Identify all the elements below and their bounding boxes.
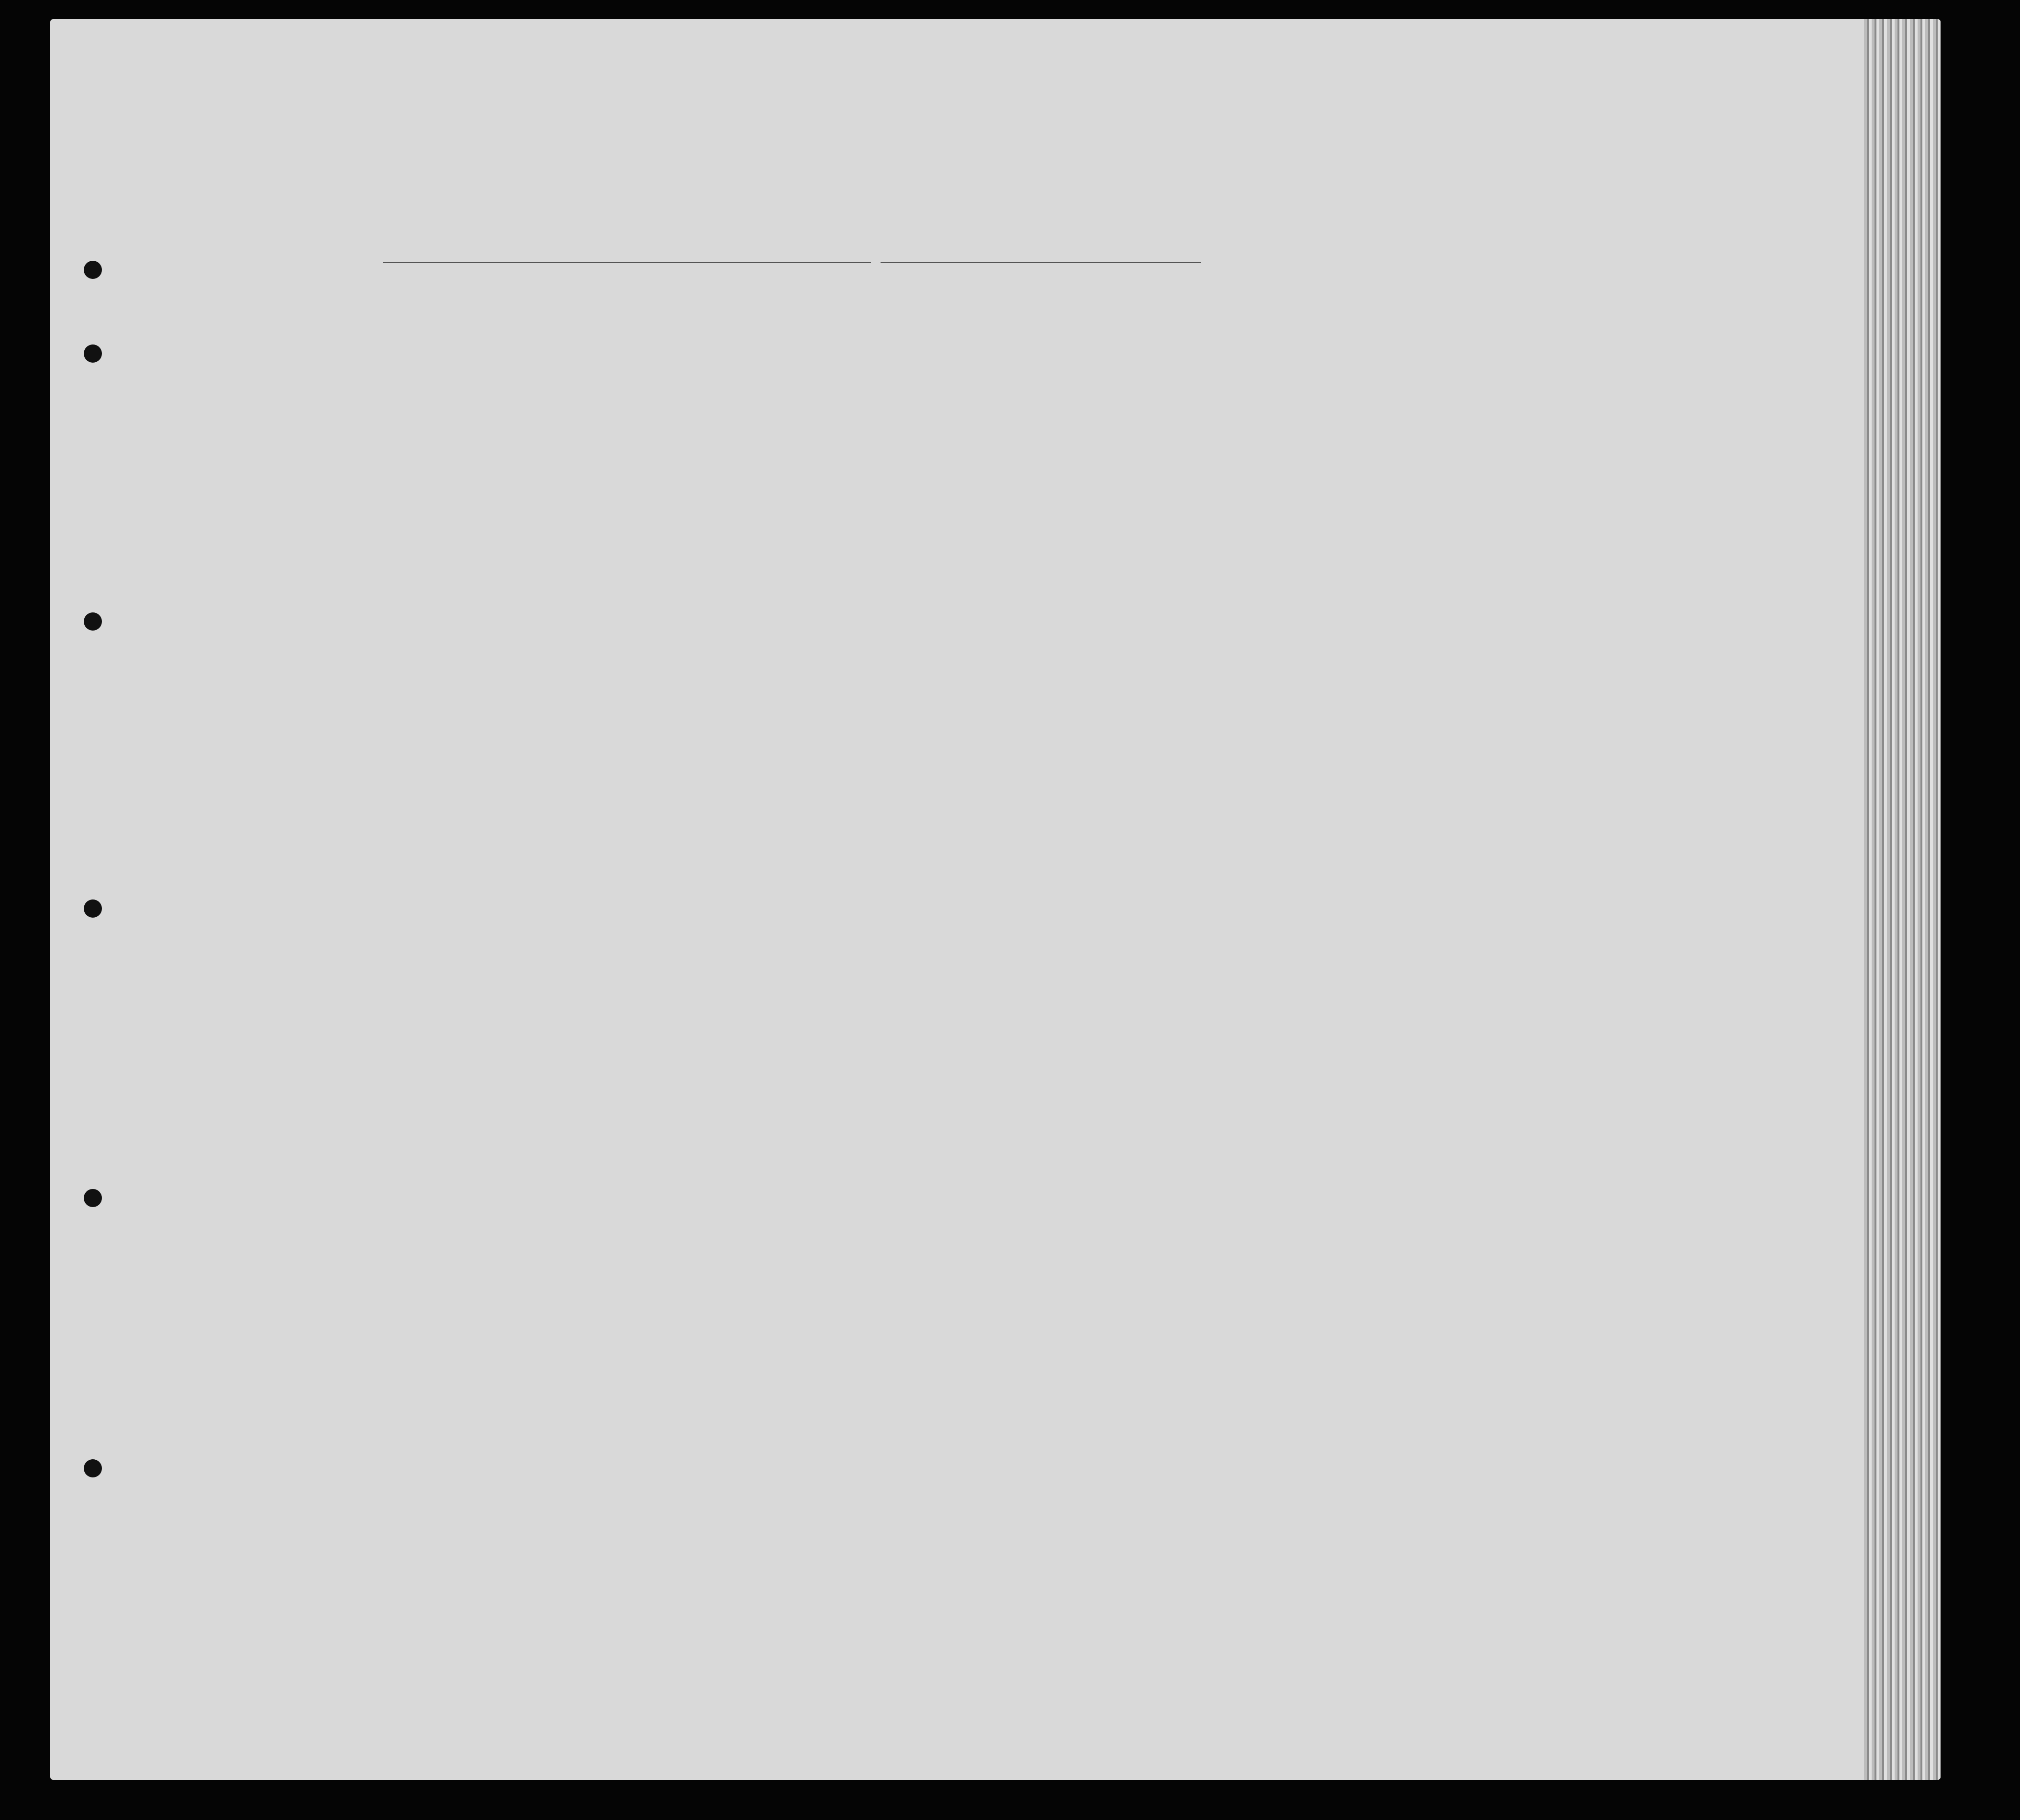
binder-hole xyxy=(84,344,102,363)
binder-hole xyxy=(84,1189,102,1207)
date-underline xyxy=(881,262,1201,263)
binder-hole xyxy=(84,1459,102,1477)
binder-hole xyxy=(84,612,102,631)
binder-hole xyxy=(84,899,102,918)
manifest-sheet xyxy=(50,19,1941,1780)
binder-hole xyxy=(84,261,102,279)
port-underline xyxy=(383,262,871,263)
page-stack-edge xyxy=(1864,19,1941,1780)
